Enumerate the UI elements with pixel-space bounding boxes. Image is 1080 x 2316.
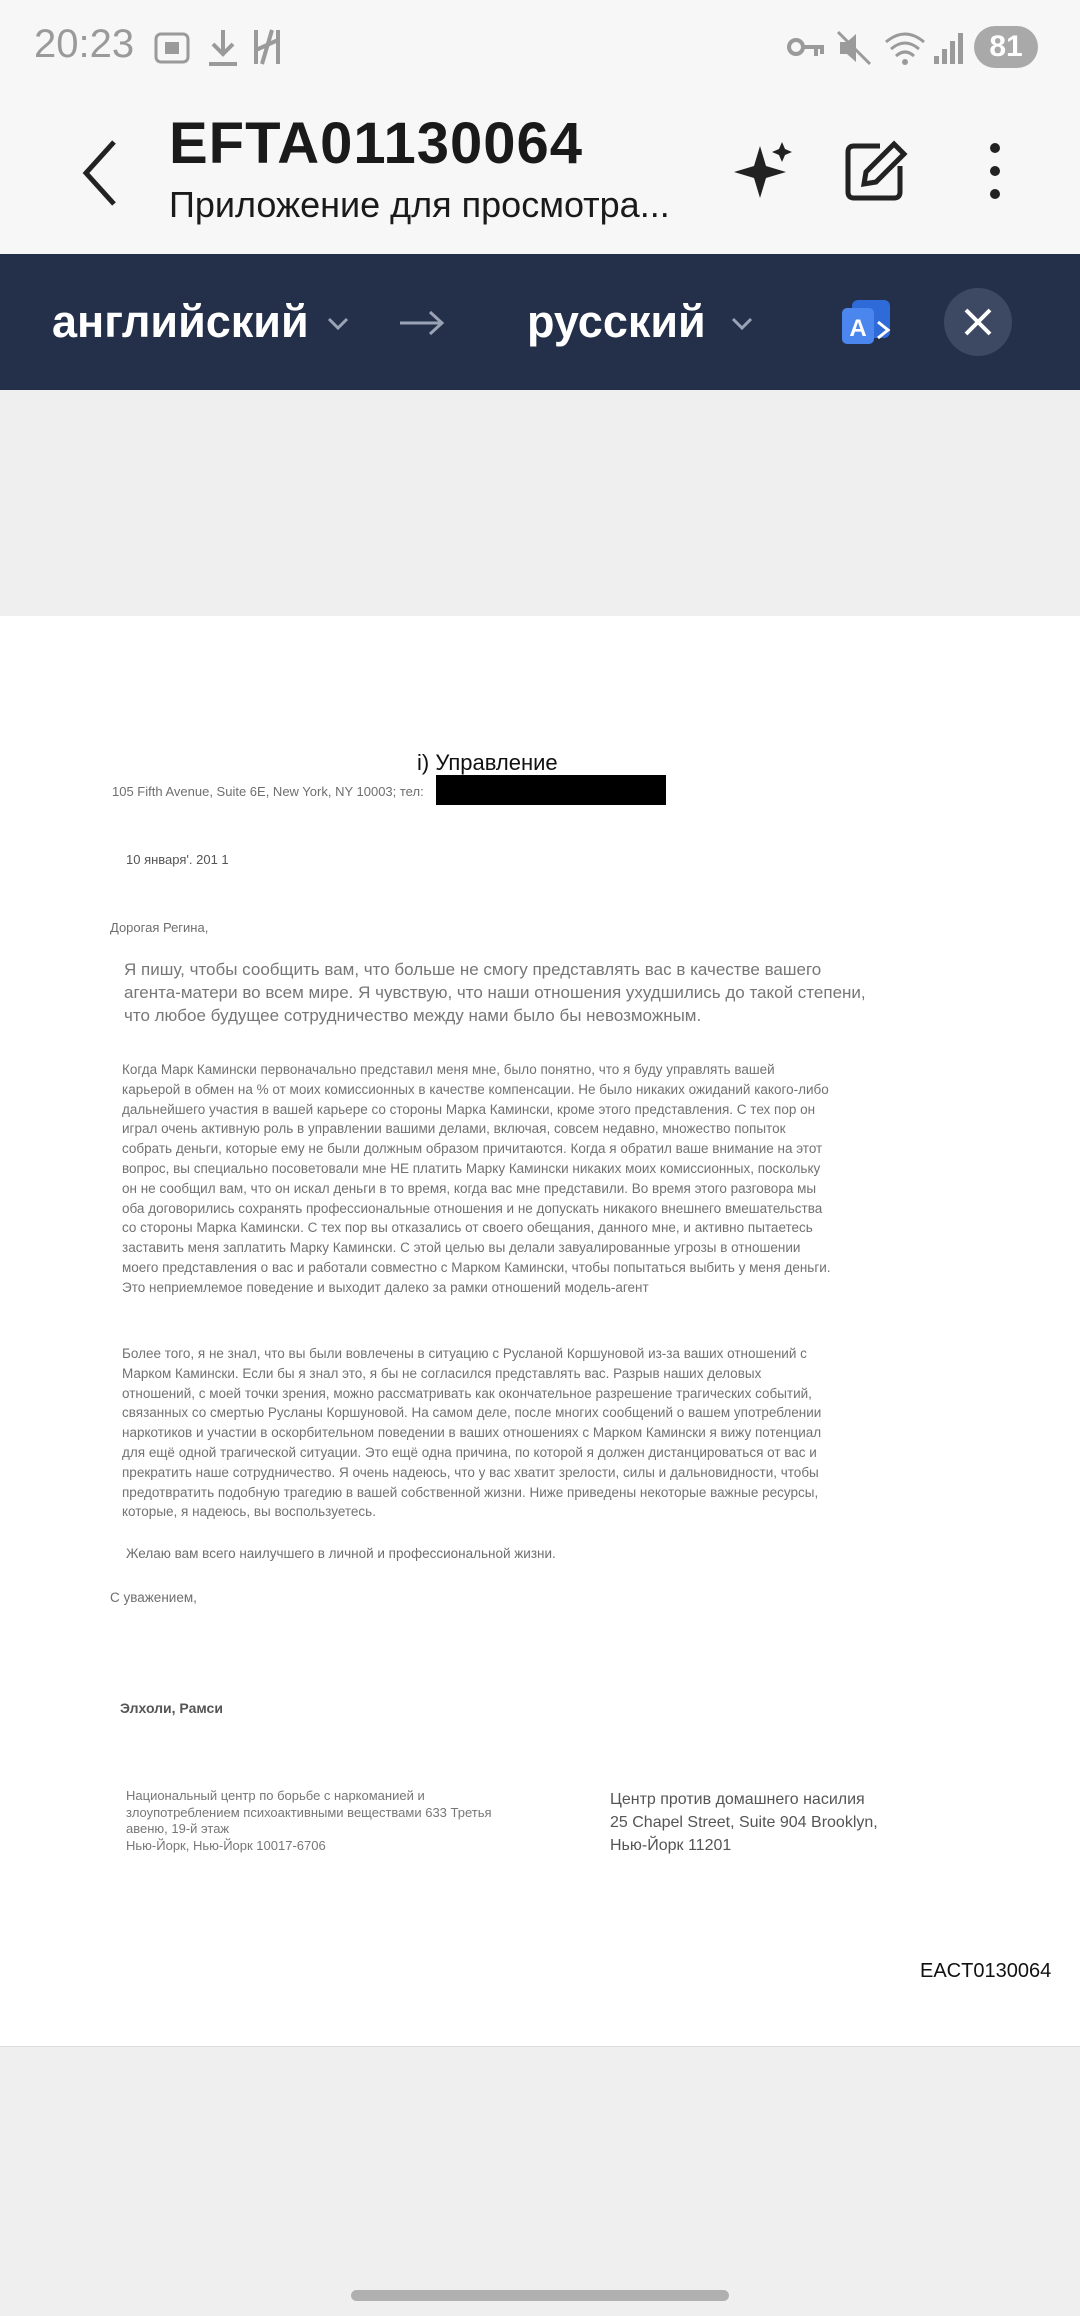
ai-sparkle-icon[interactable] bbox=[728, 136, 798, 206]
battery-indicator: 81 bbox=[974, 26, 1038, 68]
text-line: авеню, 19-й этаж bbox=[126, 1821, 230, 1836]
text-line: Нью-Йорк, Нью-Йорк 10017-6706 bbox=[126, 1837, 326, 1853]
app-bar bbox=[0, 96, 1080, 254]
text-line: вопрос, вы специально посоветовали мне НЕ платить Марку Камински никаких моих комиссионных, поскольку bbox=[122, 1160, 821, 1176]
edit-icon[interactable] bbox=[840, 136, 910, 206]
letterhead-address: 105 Fifth Avenue, Suite 6E, New York, NY 10003; тел: bbox=[112, 784, 424, 799]
wifi-icon bbox=[882, 30, 928, 66]
document-subtitle: Приложение для просмотра... bbox=[169, 184, 670, 225]
home-indicator[interactable] bbox=[351, 2290, 729, 2301]
text-line: Марком Камински. Если бы я знал это, я бы не согласился представлять вас. Разрыв наших деловых bbox=[122, 1365, 762, 1381]
text-line: моего представления о вас и работали совместно с Марком Камински, чтобы попытаться выбить у меня деньги. bbox=[122, 1259, 831, 1275]
svg-text:A: A bbox=[849, 315, 867, 342]
status-time: 20:23 bbox=[34, 22, 135, 66]
more-options-icon[interactable] bbox=[960, 136, 1030, 206]
screenshot-icon bbox=[152, 28, 192, 68]
text-line: наркотиков и участии в оскорбительном поведении в ваших отношениях с Марком Камински я вижу потенциал bbox=[122, 1425, 822, 1441]
signal-icon bbox=[932, 30, 966, 66]
text-line: Нью-Йорк 11201 bbox=[610, 1837, 732, 1854]
vpn-key-icon bbox=[786, 34, 826, 60]
mute-icon bbox=[836, 30, 872, 66]
close-icon bbox=[944, 288, 1012, 356]
text-line: Когда Марк Камински первоначально представил меня мне, было понятно, что я буду управлять вашей bbox=[122, 1062, 775, 1077]
translation-bar bbox=[0, 254, 1080, 390]
status-bar bbox=[0, 0, 1080, 96]
text-line: предотвратить подобную трагедию в вашей собственной жизни. Ниже приведены некоторые важные ресурсы, bbox=[122, 1484, 819, 1500]
text-line: что любое будущее сотрудничество между нами было бы невозможным. bbox=[124, 1006, 702, 1025]
document-title: EFTA01130064 bbox=[169, 111, 583, 176]
text-line: 25 Chapel Street, Suite 904 Brooklyn, bbox=[610, 1814, 878, 1831]
close-translation-button[interactable] bbox=[944, 288, 1012, 356]
app-notification-icon bbox=[250, 26, 284, 68]
signature-name: Элхоли, Рамси bbox=[120, 1700, 223, 1716]
text-line: Центр против домашнего насилия bbox=[610, 1791, 865, 1808]
intro-paragraph bbox=[124, 958, 866, 1027]
body-paragraph-2 bbox=[122, 1344, 821, 1522]
download-icon bbox=[205, 26, 241, 68]
arrow-right-icon bbox=[398, 310, 446, 336]
page-footer-id: EACT0130064 bbox=[920, 1960, 1052, 1982]
document-page bbox=[0, 616, 1080, 2047]
text-line: для ещё одной трагической ситуации. Это ещё одна причина, по которой я должен дистанцироваться от вас и bbox=[122, 1444, 817, 1460]
source-language-select[interactable]: английский bbox=[52, 296, 309, 347]
text-line: он не сообщил вам, что он искал деньги в то время, когда вас мне представили. Во время этого разговора мы bbox=[122, 1180, 817, 1196]
salutation: Дорогая Регина, bbox=[110, 920, 209, 935]
translate-icon[interactable] bbox=[838, 294, 894, 350]
text-line: злоупотреблением психоактивными веществами 633 Третья bbox=[126, 1804, 492, 1820]
body-paragraph-1 bbox=[122, 1060, 831, 1298]
closing-line: С уважением, bbox=[110, 1590, 197, 1605]
letterhead-title: i) Управление bbox=[417, 750, 558, 775]
viewer-background bbox=[0, 390, 1080, 616]
resource-left bbox=[126, 1788, 492, 1854]
text-line: собрать деньги, которые ему не были должным образом причитаются. Когда я обратил ваше внимание на этот bbox=[122, 1141, 823, 1157]
text-line: играл очень активную роль в управлении вашими делами, включая, совсем недавно, множество попыток bbox=[122, 1121, 786, 1137]
back-arrow-icon[interactable] bbox=[80, 138, 120, 208]
text-line: Национальный центр по борьбе с наркоманией и bbox=[126, 1788, 425, 1803]
text-line: отношений, с моей точки зрения, можно рассматривать как окончательное разрешение трагических событий, bbox=[122, 1385, 812, 1401]
chevron-down-icon[interactable] bbox=[730, 316, 754, 332]
text-line: агента-матери во всем мире. Я чувствую, что наши отношения ухудшились до такой степени, bbox=[124, 983, 866, 1002]
target-language-select[interactable]: русский bbox=[527, 296, 706, 347]
text-line: Я пишу, чтобы сообщить вам, что больше не смогу представлять вас в качестве вашего bbox=[124, 960, 822, 979]
chevron-down-icon[interactable] bbox=[326, 316, 350, 332]
redaction-block bbox=[436, 775, 666, 805]
text-line: Более того, я не знал, что вы были вовлечены в ситуацию с Русланой Коршуновой из-за ваших отношений с bbox=[122, 1346, 807, 1361]
text-line: связанных со смертью Русланы Коршуновой. На самом деле, после многих сообщений о вашем употреблении bbox=[122, 1405, 822, 1421]
text-line: оба договорились сохранять профессиональные отношения и не допускать никакого внешнего вмешательства bbox=[122, 1200, 823, 1216]
text-line: которые, я надеюсь, вы воспользуетесь. bbox=[122, 1504, 376, 1520]
wishes-line: Желаю вам всего наилучшего в личной и профессиональной жизни. bbox=[126, 1546, 556, 1561]
letter-date: 10 января'. 201 1 bbox=[126, 852, 229, 867]
resource-right bbox=[610, 1788, 878, 1857]
text-line: дальнейшего участия в вашей карьере со стороны Марка Камински, кроме этого представления. С тех пор он bbox=[122, 1101, 816, 1117]
text-line: Это неприемлемое поведение и выходит далеко за рамки отношений модель-агент bbox=[122, 1279, 649, 1295]
text-line: карьерой в обмен на % от моих комиссионных в качестве компенсации. Не было никаких ожиданий какого-либо bbox=[122, 1081, 829, 1097]
text-line: прекратить наше сотрудничество. Я очень надеюсь, что у вас хватит зрелости, силы и дальновидности, чтобы bbox=[122, 1464, 819, 1480]
text-line: со стороны Марка Камински. С тех пор вы отказались от своего обещания, данного мне, и активно пытаетесь bbox=[122, 1220, 813, 1236]
text-line: заставить меня заплатить Марку Камински. С этой целью вы делали завуалированные угрозы в отношении bbox=[122, 1240, 801, 1256]
